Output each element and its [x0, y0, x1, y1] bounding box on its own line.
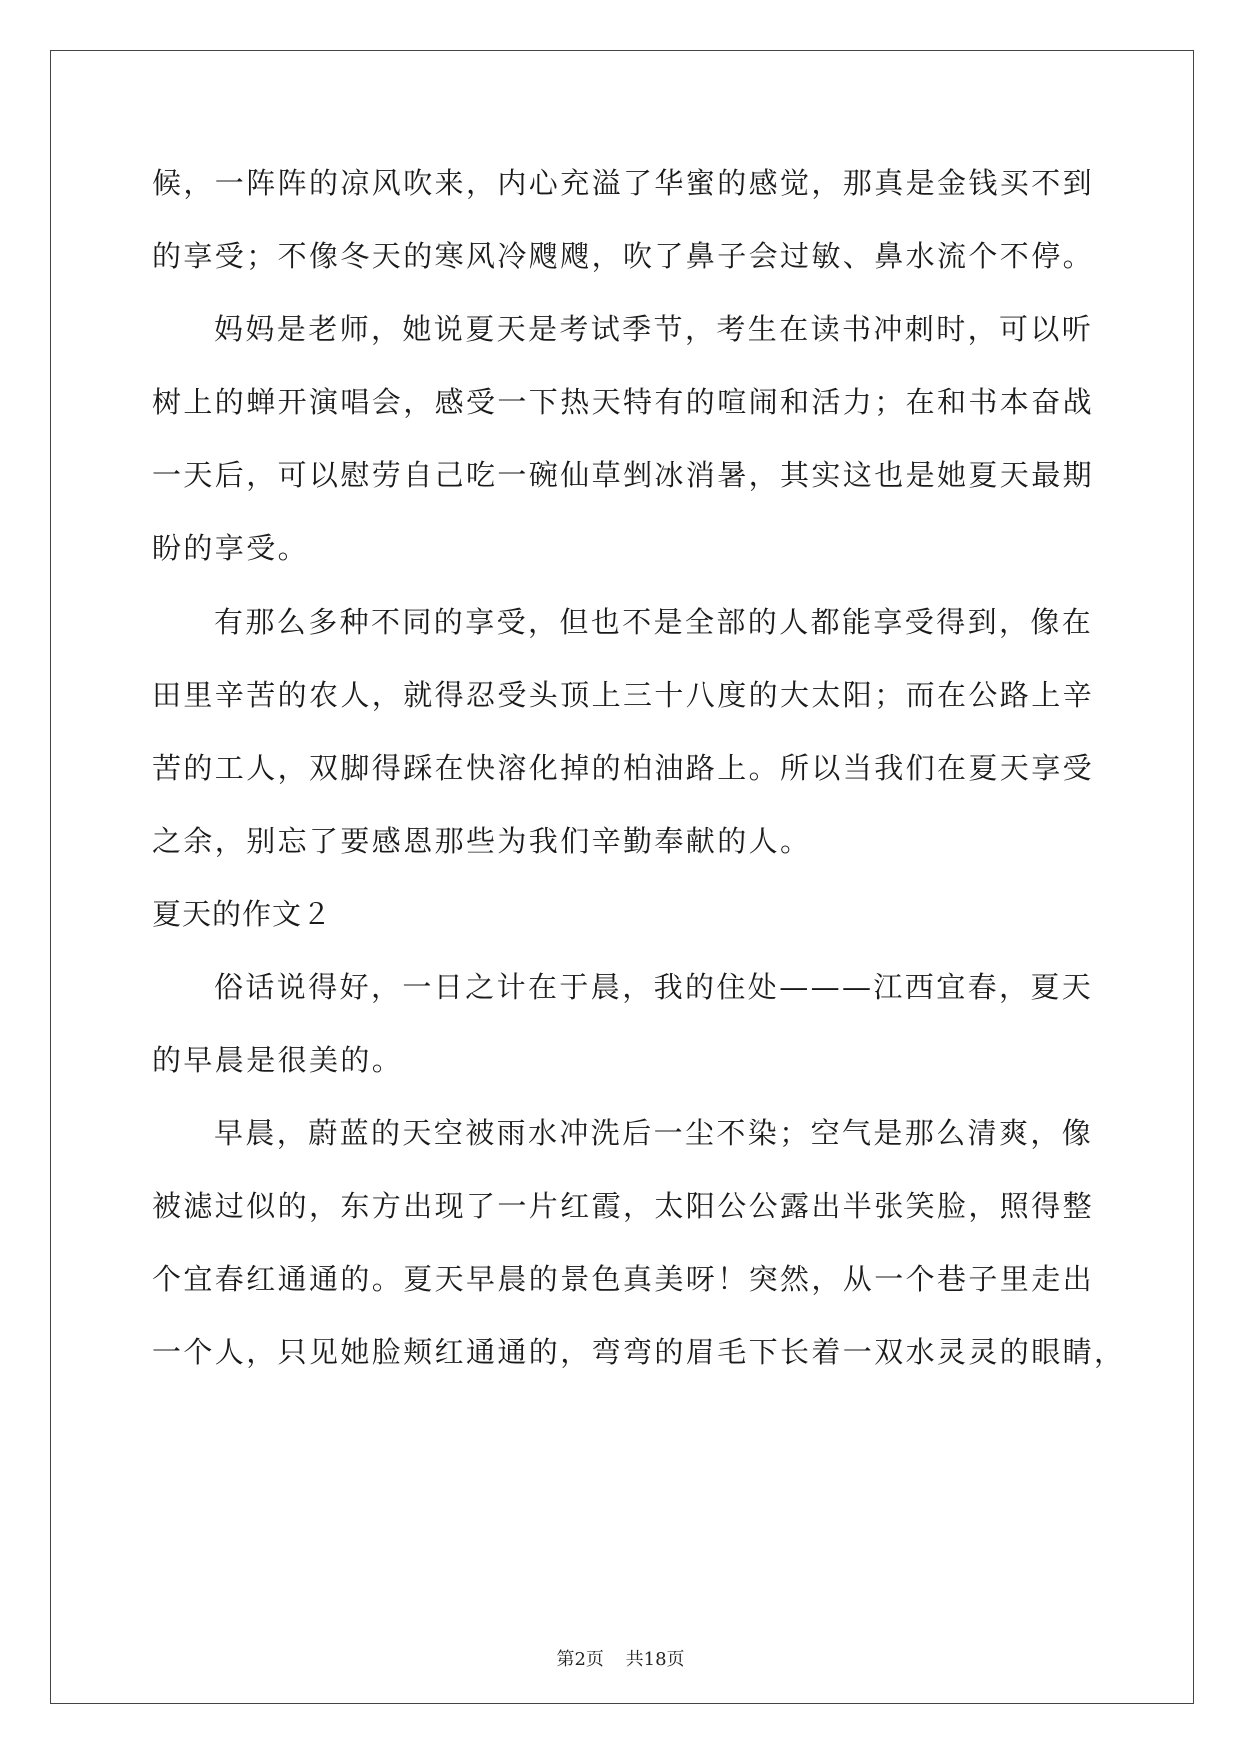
paragraph-start: 妈妈是老师，她说夏天是考试季节，考生在读书冲刺时，可以听: [214, 312, 1094, 346]
text-line: 苦的工人，双脚得踩在快溶化掉的柏油路上。所以当我们在夏天享受: [152, 751, 1095, 785]
text-line: 一天后，可以慰劳自己吃一碗仙草剉冰消暑，其实这也是她夏天最期: [152, 458, 1095, 492]
page-border: [50, 50, 1194, 1704]
text-line: 的享受；不像冬天的寒风冷飕飕，吹了鼻子会过敏、鼻水流个不停。: [152, 239, 1095, 273]
text-line: 田里辛苦的农人，就得忍受头顶上三十八度的大太阳；而在公路上辛: [152, 678, 1095, 712]
page-total: 共18页: [625, 1649, 685, 1670]
text-line: 被滤过似的，东方出现了一片红霞，太阳公公露出半张笑脸，照得整: [152, 1189, 1095, 1223]
section-heading: 夏天的作文２: [152, 897, 333, 931]
page-number: 第2页: [556, 1649, 604, 1670]
text-line: 之余，别忘了要感恩那些为我们辛勤奉献的人。: [152, 824, 812, 858]
page-footer: [0, 1648, 1241, 1672]
text-line: 候，一阵阵的凉风吹来，内心充溢了华蜜的感觉，那真是金钱买不到: [152, 166, 1095, 200]
paragraph-start: 有那么多种不同的享受，但也不是全部的人都能享受得到，像在: [214, 605, 1094, 639]
paragraph-start: 俗话说得好，一日之计在于晨，我的住处———江西宜春，夏天: [214, 970, 1094, 1004]
paragraph-start: 早晨，蔚蓝的天空被雨水冲洗后一尘不染；空气是那么清爽，像: [214, 1116, 1094, 1150]
text-line: 一个人，只见她脸颊红通通的，弯弯的眉毛下长着一双水灵灵的眼睛，: [152, 1335, 1126, 1369]
text-line: 的早晨是很美的。: [152, 1043, 404, 1077]
text-line: 树上的蝉开演唱会，感受一下热天特有的喧闹和活力；在和书本奋战: [152, 385, 1095, 419]
text-line: 个宜春红通通的。夏天早晨的景色真美呀！突然，从一个巷子里走出: [152, 1262, 1095, 1296]
text-line: 盼的享受。: [152, 531, 310, 565]
